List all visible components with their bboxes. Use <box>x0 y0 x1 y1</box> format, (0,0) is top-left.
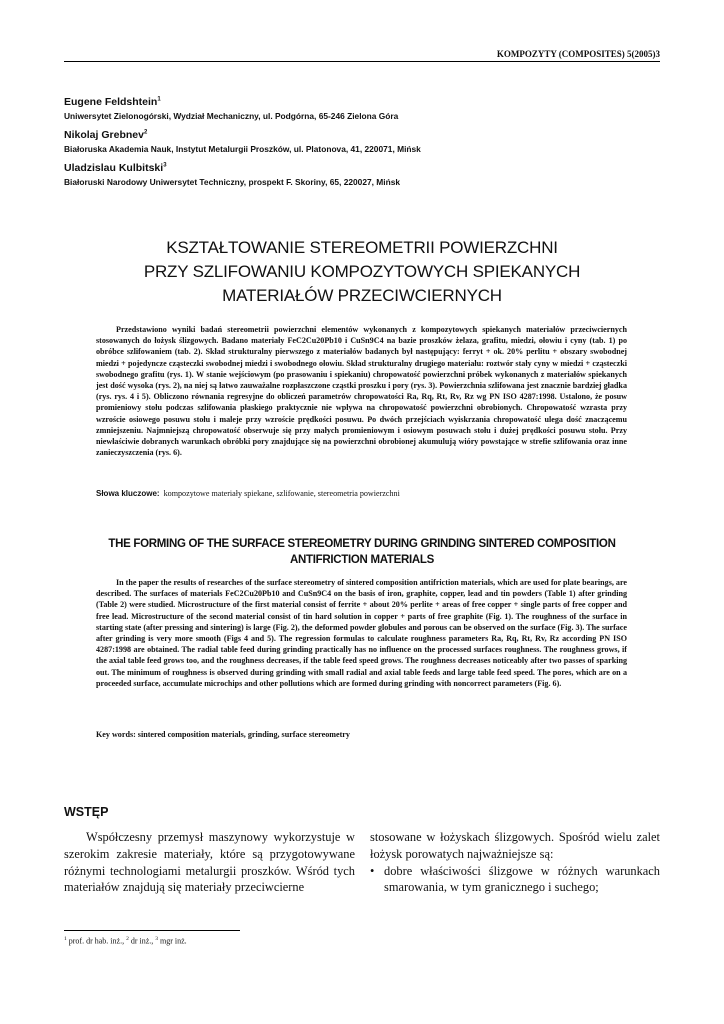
title-line: MATERIAŁÓW PRZECIWCIERNYCH <box>222 286 502 305</box>
bullet-item <box>370 863 660 897</box>
abstract-en <box>96 577 627 689</box>
author-block-1 <box>64 96 398 121</box>
footnote <box>64 936 187 946</box>
body-column-left <box>64 829 355 896</box>
keywords-pl-text: kompozytowe materiały spiekane, szlifowanie, stereometria powierzchni <box>163 489 400 498</box>
keywords-en: Key words: sintered composition materials, grinding, surface stereometry <box>96 730 350 739</box>
footnote-rule <box>64 930 240 931</box>
author-name <box>64 162 400 174</box>
paper-title-en <box>64 536 660 568</box>
footnote-mark: 3 <box>155 936 159 942</box>
body-paragraph: stosowane w łożyskach ślizgowych. Spośród wielu zalet łożysk porowatych najważniejsze są: <box>370 830 660 861</box>
title-line: KSZTAŁTOWANIE STEREOMETRII POWIERZCHNI <box>166 238 558 257</box>
footnote-text: dr inż., <box>128 936 156 946</box>
author-affiliation: Białoruski Narodowy Uniwersytet Techniczny, prospekt F. Skoriny, 65, 220027, Mińsk <box>64 177 401 187</box>
author-name-text: Nikolaj Grebnev <box>64 129 144 141</box>
author-name <box>64 96 398 108</box>
author-mark: 1 <box>157 96 161 103</box>
journal-header: KOMPOZYTY (COMPOSITES) 5(2005)3 <box>496 49 660 59</box>
author-affiliation: Uniwersytet Zielonogórski, Wydział Mechaniczny, ul. Podgórna, 65-246 Zielona Góra <box>64 111 399 121</box>
footnote-text: mgr inż. <box>158 936 187 946</box>
author-affiliation: Białoruska Akademia Nauk, Instytut Metalurgii Proszków, ul. Platonova, 41, 220071, Mińsk <box>64 144 421 154</box>
body-column-right <box>370 829 660 896</box>
bullet-text: dobre właściwości ślizgowe w różnych warunkach smarowania, w tym granicznego i suchego; <box>384 863 660 895</box>
author-name-text: Eugene Feldshtein <box>64 96 158 108</box>
title-line: PRZY SZLIFOWANIU KOMPOZYTOWYCH SPIEKANYCH <box>143 262 581 281</box>
abstract-en-text: In the paper the results of researches of the surface stereometry of sintered composition antifriction materials, which are used for plate bearings, are described. The surfaces of materials FeC2Cu20Pb10 and CuSn9C4 on the basis of iron, graphite, copper, lead and tin powders (Table 1) after grinding (Table 2) were studied. Microstructure of the first material consist of ferrite + about 20% perlite + areas of free copper + single parts of free copper and free lead. Microstructure of the second material consist of tin hard solution in copper + parts of free graphite (Fig. 1). The roughness of the surface in starting state (after pressing and sintering) is large (Fig. 2), the deformed powder globules and porous can be observed on the surface (Fig. 3). The surface after grinding is very more smooth (Figs 4 and 5). The regression formulas to calculate roughness parameters Ra, Rq, Rt, Rv, Rz according PN ISO 4287:1998 are obtained. The radial table feed during grinding practically has no influence on the processed surfaces roughness. The roughness grows, if the axial table feed grows too, and the roughness decreases, if the table feed speed grows. The roughness decreases noticeably after two passes of sparking out. The minimum of roughness is observed during grinding with small radial and axial table feeds and large table feed speed. The pores, which are on a proceeded surface, accumulate microchips and other pollutions which are formed during grinding with noncorrect parameters (Fig. 6). <box>96 578 627 688</box>
abstract-pl <box>96 324 627 458</box>
author-mark: 2 <box>143 129 148 136</box>
abstract-pl-text: Przedstawiono wyniki badań stereometrii powierzchni elementów wykonanych z kompozytowych spiekanych materiałów przeciwciernych stosowanych do łożysk ślizgowych. Badano materiały FeC2Cu20Pb10 i CuSn9C4 na bazie proszków żelaza, grafitu, miedzi, ołowiu i cyny (tab. 1) po obróbce szlifowaniem (tab. 2). Skład strukturalny pierwszego z materiałów badanych był następujący: ferryt + ok. 20% perlitu + obszary swobodnej miedzi + pojedyncze cząsteczki swobodnej miedzi i swobodnego ołowiu. Skład strukturalny drugiego materiału: roztwór stały cyny w miedzi + cząsteczki swobodnego grafitu (rys. 1). W stanie wejściowym (po prasowaniu i spiekaniu) chropowatość powierzchni próbek wykonanych z materiałów spiekanych jest dość wysoka (rys. 2), na niej są łatwo zauważalne rozpłaszczone cząstki proszku i pory (rys. 3). Powierzchnia szlifowana jest znacznie bardziej gładka (rys. rys. 4 i 5). Obliczono równania regresyjne do obliczeń parametrów chropowatości Ra, Rq, Rt, Rv, Rz wg PN ISO 4287:1998. Ustalono, że posuw promieniowy stołu podczas szlifowania płaskiego praktycznie nie wpływa na chropowatość powierzchni obrobionych. Chropowatość wzrasta przy wzroście osiowego posuwu stołu i maleje przy wzroście prędkości posuwu. Po dwóch przejściach wyiskrzania chropowatość ulega dość znaczącemu zmniejszeniu. Najmniejszą chropowatość obserwuje się przy małych promieniowym i osiowym posuwach stołu i dużej prędkości posuwu stołu. Przy niewłaściwie dobranych warunkach obróbki pory znajdujące się na powierzchni obrobionej akumulują wióry powstające w strefie szlifowania oraz inne zanieczyszczenia (rys. 6). <box>96 325 627 458</box>
title-line: THE FORMING OF THE SURFACE STEREOMETRY DURING GRINDING SINTERED COMPOSITION <box>108 538 616 550</box>
author-block-2 <box>64 129 421 154</box>
bullet-icon: • <box>370 863 375 878</box>
author-name-text: Uladzislau Kulbitski <box>64 162 164 174</box>
footnote-mark: 1 <box>64 936 67 942</box>
author-mark: 3 <box>163 162 167 169</box>
section-heading: WSTĘP <box>64 805 109 819</box>
footnote-text: prof. dr hab. inż., <box>66 936 127 946</box>
footnote-mark: 2 <box>126 936 129 942</box>
keywords-pl <box>96 489 627 498</box>
author-name <box>64 129 421 141</box>
author-block-3 <box>64 162 400 187</box>
title-line: ANTIFRICTION MATERIALS <box>290 554 434 566</box>
header-rule <box>64 61 660 62</box>
body-paragraph: Współczesny przemysł maszynowy wykorzystuje w szerokim zakresie materiały, które są przygotowywane różnymi technologiami metalurgii proszków. Wśród tych materiałów znajdują się materiały przeciwcierne <box>64 830 355 895</box>
keywords-pl-label: Słowa kluczowe: <box>96 489 160 498</box>
paper-title-pl <box>60 236 664 308</box>
